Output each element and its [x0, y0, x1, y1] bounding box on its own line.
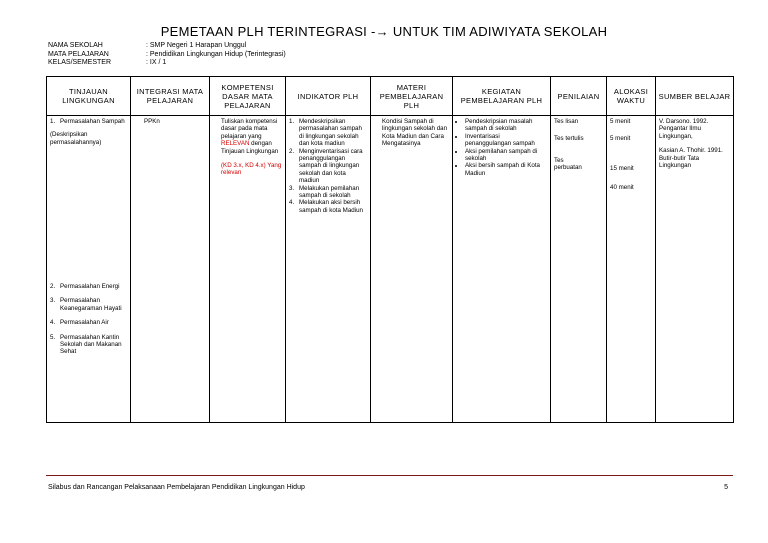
list-item: • Pendeskripsian masalah sampah di sekolah: [465, 118, 547, 133]
info-row-school: [48, 42, 286, 51]
item-number: 3.: [50, 297, 56, 305]
cell-alokasi: [607, 116, 656, 423]
info-row-class: [48, 59, 286, 68]
alokasi-item: 5 menit: [610, 118, 631, 125]
penilaian-item: Tes tertulis: [554, 135, 584, 143]
footer: [48, 484, 728, 491]
item-text: Mendeskripsikan permasalahan sampah di lingkungan sekolah dan kota madiun: [299, 118, 362, 148]
page-title: PEMETAAN PLH TERINTEGRASI -→ UNTUK TIM ADIWIYATA SEKOLAH: [160, 24, 608, 39]
list-item: [50, 334, 128, 356]
cell-indikator: [286, 116, 371, 423]
item-text: Menginventarisasi cara penanggulangan sampah di lingkungan sekolah dan kota madiun: [299, 147, 363, 185]
table-row: [47, 116, 734, 423]
header-indikator: INDIKATOR PLH: [286, 77, 371, 116]
info-value: : Pendidikan Lingkungan Hidup (Terintegrasi): [146, 50, 286, 58]
header-alokasi: ALOKASI WAKTU: [607, 77, 656, 116]
kompetensi-part-1: Tuliskan kompetensi dasar pada mata pelajaran yang: [221, 118, 278, 140]
item-number: 5.: [50, 333, 56, 341]
list-item: • Aksi bersih sampah di Kota Madiun: [465, 162, 547, 177]
list-item: [50, 297, 128, 312]
list-item: [50, 283, 128, 290]
page-number: 5: [724, 484, 728, 491]
cell-tinjauan: [47, 116, 131, 423]
item-number: 3.: [289, 184, 295, 192]
integrasi-subject: PPKn: [144, 118, 160, 125]
relevan-highlight: RELEVAN: [221, 140, 250, 148]
sumber-item: Kasian A. Thohir. 1991. Butir-butir Tata Lingkungan: [659, 147, 723, 170]
item-text: Melakukan pemilahan sampah di sekolah: [299, 184, 360, 200]
alokasi-item: 15 menit: [610, 164, 634, 172]
header-materi: MATERI PEMBELAJARAN PLH: [371, 77, 453, 116]
penilaian-item: Tes perbuatan: [554, 156, 582, 172]
list-item: • Aksi pemilahan sampah di sekolah: [465, 148, 547, 163]
penilaian-item: Tes lisan: [554, 118, 579, 125]
materi-text: Kondisi Sampah di lingkungan sekolah dan Kota Madiun dan Cara Mengatasinya: [382, 118, 448, 148]
kompetensi-text: [213, 118, 282, 155]
list-item: [289, 185, 367, 200]
item-text: Permasalahan Energi: [60, 283, 120, 290]
list-item: [289, 148, 367, 185]
kegiatan-list: [456, 118, 547, 177]
tinjauan-lower-list: [50, 283, 128, 363]
cell-penilaian: [551, 116, 607, 423]
info-value: : SMP Negeri 1 Harapan Unggul: [146, 42, 247, 49]
item-number: 2.: [289, 147, 295, 155]
table-header-row: [47, 77, 734, 116]
header-integrasi: INTEGRASI MATA PELAJARAN: [131, 77, 210, 116]
footer-divider: [46, 475, 733, 476]
cell-sumber: [656, 116, 734, 423]
header-tinjauan: TINJAUAN LINGKUNGAN: [47, 77, 131, 116]
header-penilaian: PENILAIAN: [551, 77, 607, 116]
mapping-table: [46, 76, 734, 423]
tinjauan-item-1: Permasalahan Sampah: [60, 118, 125, 125]
header-sumber: SUMBER BELAJAR: [656, 77, 734, 116]
list-item: 1. Permasalahan Sampah: [50, 118, 125, 125]
list-item: • Inventarisasi penanggulangan sampah: [465, 133, 547, 148]
info-label: MATA PELAJARAN: [48, 50, 109, 58]
footer-text: Silabus dan Rancangan Pelaksanaan Pembelajaran Pendidikan Lingkungan Hidup: [48, 484, 305, 491]
alokasi-item: 40 menit: [610, 184, 634, 192]
tinjauan-note: (Deskripsikan permasalahannya): [50, 131, 102, 146]
kd-note: (KD 3.x, KD 4.x) Yang relevan: [221, 162, 282, 177]
item-text: Permasalahan Kantin Sekolah dan Makanan Sehat: [60, 333, 122, 356]
info-row-subject: [48, 51, 286, 60]
info-label: KELAS/SEMESTER: [48, 59, 112, 66]
alokasi-item: 5 menit: [610, 135, 631, 143]
cell-materi: [371, 116, 453, 423]
list-item: [289, 199, 367, 214]
sumber-item: V. Darsono. 1992. Pengantar Ilmu Lingkungan,: [659, 118, 709, 140]
item-text: Melakukan aksi bersih sampah di kota Madiun: [299, 199, 363, 214]
item-number: 1.: [289, 118, 295, 125]
cell-kegiatan: [453, 116, 551, 423]
kompetensi-part-2: dengan Tinjauan Lingkungan: [221, 140, 279, 155]
cell-kompetensi: [210, 116, 286, 423]
item-number: 4.: [50, 319, 56, 327]
item-text: Permasalahan Keanegaraman Hayati: [60, 297, 122, 312]
header-kegiatan: KEGIATAN PEMBELAJARAN PLH: [453, 77, 551, 116]
info-value: : IX / 1: [146, 59, 167, 66]
header-kompetensi: KOMPETENSI DASAR MATA PELAJARAN: [210, 77, 286, 116]
list-item: [50, 319, 128, 326]
cell-integrasi: [131, 116, 210, 423]
item-number: 2.: [50, 283, 56, 290]
list-item: [289, 118, 367, 148]
item-text: Permasalahan Air: [60, 319, 109, 327]
item-number: 4.: [289, 199, 295, 207]
info-label: NAMA SEKOLAH: [48, 42, 103, 49]
school-info: [48, 42, 286, 68]
